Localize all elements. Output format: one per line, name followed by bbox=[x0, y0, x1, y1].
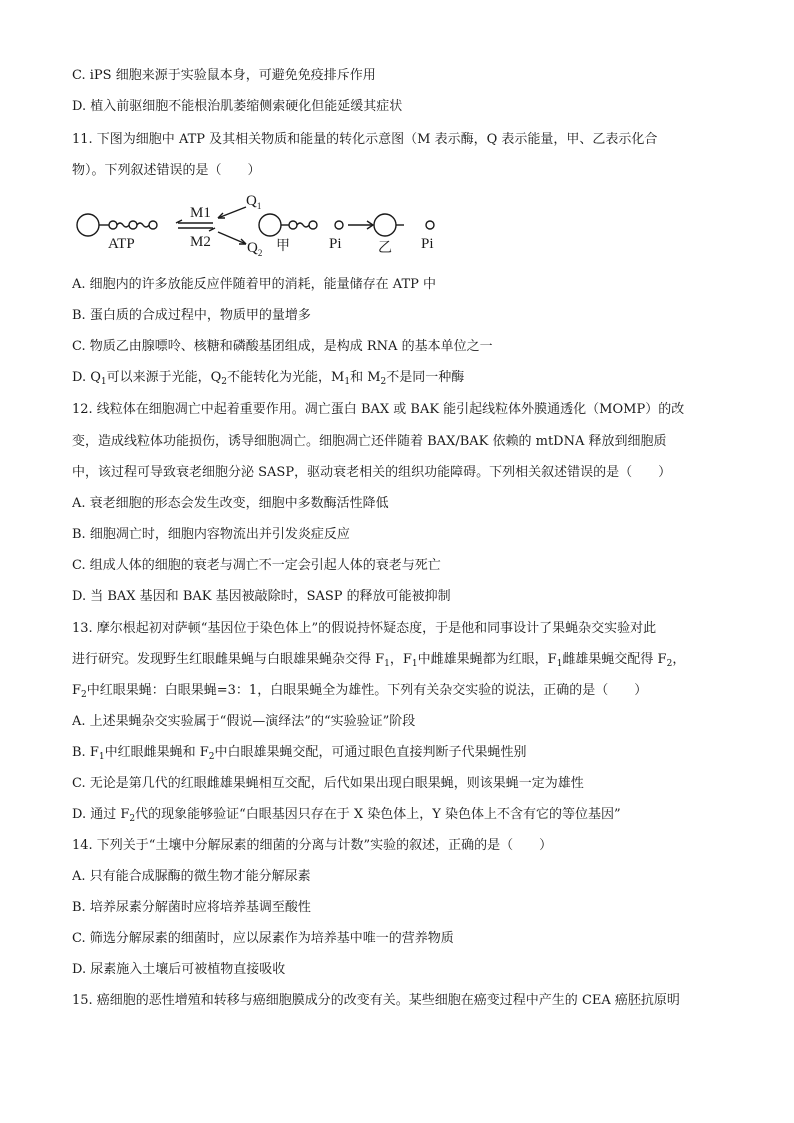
q14-option-a: A. 只有能合成脲酶的微生物才能分解尿素 bbox=[72, 869, 311, 884]
jia-label: 甲 bbox=[276, 239, 290, 254]
q15-stem-line-1: 15. 癌细胞的恶性增殖和转移与癌细胞膜成分的改变有关。某些细胞在癌变过程中产生的 CEA 癌胚抗原明 bbox=[72, 993, 680, 1008]
q11-stem-line-1: 11. 下图为细胞中 ATP 及其相关物质和能量的转化示意图（M 表示酶，Q 表示能量，甲、乙表示化合 bbox=[72, 132, 658, 147]
q11-option-c: C. 物质乙由腺嘌呤、核糖和磷酸基团组成，是构成 RNA 的基本单位之一 bbox=[72, 339, 493, 354]
q1-label: Q bbox=[246, 193, 257, 209]
q13-stem-line-2: 进行研究。发现野生红眼雌果蝇与白眼雄果蝇杂交得 $F_1$，$F_1$中雌雄果蝇都为红眼，$F_1$雌雄果蝇交配得 $F_2$， bbox=[72, 652, 686, 669]
q13-option-d: D. 通过 $F_2$代的现象能够验证“白眼基因只存在于 X 染色体上，Y 染色体上不含有它的等位基因” bbox=[72, 807, 621, 824]
q12-option-d: D. 当 BAX 基因和 BAK 基因被敲除时，SASP 的释放可能被抑制 bbox=[72, 589, 451, 604]
q14-option-d: D. 尿素施入土壤后可被植物直接吸收 bbox=[72, 962, 286, 977]
yi-label: 乙 bbox=[378, 241, 392, 256]
energy-q2-arrow bbox=[218, 232, 246, 244]
atp-label: ATP bbox=[108, 236, 135, 252]
q10-option-c: C. iPS 细胞来源于实验鼠本身，可避免免疫排斥作用 bbox=[72, 68, 376, 83]
svg-text:Q1 bbox=[246, 193, 261, 211]
q11-option-d: D. $Q_1$可以来源于光能，$Q_2$不能转化为光能，$M_1$和 $M_2$不是同一种酶 bbox=[72, 370, 465, 387]
m1-label: M1 bbox=[190, 205, 211, 221]
q12-option-b: B. 细胞凋亡时，细胞内容物流出并引发炎症反应 bbox=[72, 527, 350, 542]
q10-option-d: D. 植入前驱细胞不能根治肌萎缩侧索硬化但能延缓其症状 bbox=[72, 99, 403, 114]
q14-stem: 14. 下列关于“土壤中分解尿素的细菌的分离与计数”实验的叙述，正确的是（ ） bbox=[72, 838, 553, 853]
phosphate-circle bbox=[309, 221, 317, 229]
m2-label: M2 bbox=[190, 234, 211, 250]
high-energy-bond bbox=[297, 223, 309, 227]
phosphate-circle bbox=[149, 221, 157, 229]
pi-label-1: Pi bbox=[329, 236, 342, 252]
high-energy-bond bbox=[117, 223, 129, 227]
energy-q1-arrow bbox=[218, 207, 246, 218]
pi-circle bbox=[335, 221, 343, 229]
q14-option-b: B. 培养尿素分解菌时应将培养基调至酸性 bbox=[72, 900, 311, 915]
q1-sub: 1 bbox=[256, 201, 262, 211]
q11-option-b: B. 蛋白质的合成过程中，物质甲的量增多 bbox=[72, 308, 311, 323]
q11-stem-line-2: 物）。下列叙述错误的是（ ） bbox=[72, 163, 261, 178]
compound-yi-large-circle bbox=[374, 214, 396, 236]
q13-stem-line-1: 13. 摩尔根起初对萨顿“基因位于染色体上”的假说持怀疑态度，于是他和同事设计了果蝇杂交实验对此 bbox=[72, 621, 657, 636]
q12-stem-line-1: 12. 线粒体在细胞凋亡中起着重要作用。凋亡蛋白 BAX 或 BAK 能引起线粒体外膜通透化（MOMP）的改 bbox=[72, 402, 685, 417]
q2-sub: 2 bbox=[257, 248, 263, 258]
q14-option-c: C. 筛选分解尿素的细菌时，应以尿素作为培养基中唯一的营养物质 bbox=[72, 931, 454, 946]
q12-stem-line-2: 变，造成线粒体功能损伤，诱导细胞凋亡。细胞凋亡还伴随着 BAX/BAK 依赖的 mtDNA 释放到细胞质 bbox=[72, 434, 667, 449]
q12-option-c: C. 组成人体的细胞的衰老与凋亡不一定会引起人体的衰老与死亡 bbox=[72, 558, 441, 573]
phosphate-circle bbox=[129, 221, 137, 229]
atp-conversion-diagram bbox=[70, 190, 450, 260]
q13-option-b: B. $F_1$中红眼雌果蝇和 $F_2$中白眼雄果蝇交配，可通过眼色直接判断子代果蝇性别 bbox=[72, 745, 527, 762]
high-energy-bond bbox=[137, 223, 149, 227]
phosphate-circle bbox=[289, 221, 297, 229]
pi-circle bbox=[426, 221, 434, 229]
q13-option-a: A. 上述果蝇杂交实验属于“假说—演绎法”的“实验验证”阶段 bbox=[72, 714, 416, 729]
q13-stem-line-3: $F_2$中红眼果蝇：白眼果蝇=3：1，白眼果蝇全为雄性。下列有关杂交实验的说法，正确的是（ ） bbox=[72, 683, 648, 700]
q13-option-c: C. 无论是第几代的红眼雌雄果蝇相互交配，后代如果出现白眼果蝇，则该果蝇一定为雄性 bbox=[72, 776, 584, 791]
q12-option-a: A. 衰老细胞的形态会发生改变，细胞中多数酶活性降低 bbox=[72, 496, 389, 511]
q11-option-a: A. 细胞内的许多放能反应伴随着甲的消耗，能量储存在 ATP 中 bbox=[72, 277, 437, 292]
svg-text:Q2 bbox=[247, 240, 262, 258]
q2-label: Q bbox=[247, 240, 258, 256]
pi-label-2: Pi bbox=[421, 236, 434, 252]
phosphate-circle bbox=[109, 221, 117, 229]
adenosine-large-circle bbox=[77, 214, 99, 236]
compound-jia-large-circle bbox=[259, 214, 281, 236]
q12-stem-line-3: 中，该过程可导致衰老细胞分泌 SASP，驱动衰老相关的组织功能障碍。下列相关叙述错误的是（ ） bbox=[72, 465, 672, 480]
